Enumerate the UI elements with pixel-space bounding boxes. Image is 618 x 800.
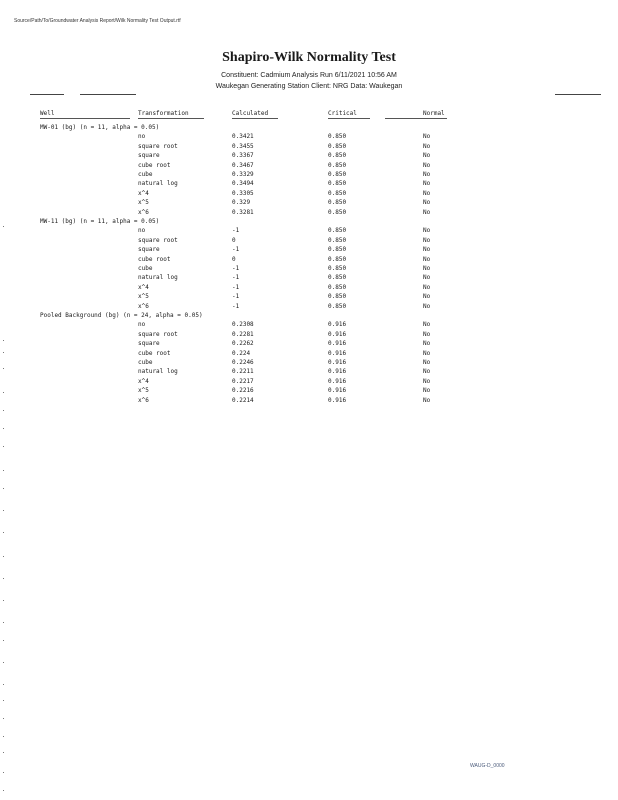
cell-transformation: natural log bbox=[138, 368, 178, 376]
cell-critical: 0.850 bbox=[328, 142, 347, 150]
cell-critical: 0.916 bbox=[328, 330, 347, 338]
cell-calculated: 0.2281 bbox=[232, 330, 254, 338]
column-header-calculated: Calculated bbox=[232, 110, 269, 117]
cell-transformation: x^4 bbox=[138, 283, 149, 291]
scan-dot bbox=[3, 556, 4, 557]
cell-normal: No bbox=[423, 171, 431, 178]
cell-normal: No bbox=[423, 368, 431, 376]
cell-normal: No bbox=[423, 396, 431, 404]
cell-transformation: x^6 bbox=[138, 302, 149, 310]
scan-dot bbox=[3, 510, 4, 511]
cell-calculated: 0.3467 bbox=[232, 161, 254, 169]
cell-transformation: x^4 bbox=[138, 189, 149, 197]
header-underline-well bbox=[40, 118, 130, 119]
cell-critical: 0.850 bbox=[328, 236, 347, 244]
group-label: Pooled Background (bg) (n = 24, alpha = 0.05) bbox=[40, 312, 203, 319]
column-header-normal: Normal bbox=[423, 110, 445, 117]
cell-normal: No bbox=[423, 359, 431, 366]
cell-normal: No bbox=[423, 283, 431, 291]
group-label: MW-11 (bg) (n = 11, alpha = 0.05) bbox=[40, 218, 160, 225]
column-header-well: Well bbox=[40, 110, 55, 117]
cell-normal: No bbox=[423, 387, 431, 395]
cell-calculated: 0.3494 bbox=[232, 180, 254, 188]
cell-transformation: no bbox=[138, 321, 146, 329]
cell-transformation: cube bbox=[138, 171, 153, 178]
cell-critical: 0.850 bbox=[328, 152, 347, 160]
cell-critical: 0.850 bbox=[328, 227, 347, 235]
scan-dot bbox=[3, 410, 4, 411]
scan-dot bbox=[3, 772, 4, 773]
group-label: MW-01 (bg) (n = 11, alpha = 0.05) bbox=[40, 124, 160, 131]
cell-normal: No bbox=[423, 180, 431, 188]
cell-normal: No bbox=[423, 302, 431, 310]
cell-transformation: x^6 bbox=[138, 396, 149, 404]
scan-dot bbox=[3, 428, 4, 429]
cell-critical: 0.850 bbox=[328, 133, 347, 141]
cell-transformation: cube root bbox=[138, 349, 171, 357]
scan-dot bbox=[3, 622, 4, 623]
cell-transformation: square root bbox=[138, 236, 178, 244]
subtitle-site: Waukegan Generating Station Client: NRG Data: Waukegan bbox=[215, 83, 403, 90]
cell-transformation: x^4 bbox=[138, 377, 149, 385]
cell-transformation: square bbox=[138, 152, 160, 160]
cell-calculated: -1 bbox=[232, 246, 240, 254]
scan-dot bbox=[3, 718, 4, 719]
cell-transformation: cube bbox=[138, 359, 153, 366]
cell-transformation: square bbox=[138, 340, 160, 348]
cell-critical: 0.850 bbox=[328, 274, 347, 282]
cell-transformation: x^5 bbox=[138, 199, 149, 207]
bates-number: WAUG-D_0000 bbox=[470, 763, 505, 769]
page-title: Shapiro-Wilk Normality Test bbox=[222, 50, 396, 65]
cell-normal: No bbox=[423, 377, 431, 385]
cell-calculated: 0.224 bbox=[232, 349, 251, 357]
cell-critical: 0.916 bbox=[328, 387, 347, 395]
column-header-critical: Critical bbox=[328, 110, 357, 117]
cell-critical: 0.850 bbox=[328, 199, 347, 207]
scan-dot bbox=[3, 340, 4, 341]
cell-calculated: 0.2262 bbox=[232, 340, 254, 348]
cell-normal: No bbox=[423, 255, 431, 263]
cell-calculated: 0.2211 bbox=[232, 368, 254, 376]
cell-calculated: -1 bbox=[232, 283, 240, 291]
cell-transformation: square bbox=[138, 246, 160, 254]
cell-critical: 0.850 bbox=[328, 189, 347, 197]
cell-transformation: x^5 bbox=[138, 387, 149, 395]
cell-normal: No bbox=[423, 321, 431, 329]
scan-dot bbox=[3, 600, 4, 601]
scan-dot bbox=[3, 684, 4, 685]
scan-dot bbox=[3, 532, 4, 533]
cell-calculated: -1 bbox=[232, 302, 240, 310]
cell-transformation: x^5 bbox=[138, 293, 149, 301]
scan-dot bbox=[3, 752, 4, 753]
header-underline-critical bbox=[328, 118, 370, 119]
cell-normal: No bbox=[423, 293, 431, 301]
cell-normal: No bbox=[423, 208, 431, 216]
cell-calculated: 0.3281 bbox=[232, 208, 254, 216]
header-rule-mid-left bbox=[80, 94, 136, 95]
cell-normal: No bbox=[423, 227, 431, 235]
scan-dot bbox=[3, 446, 4, 447]
cell-calculated: 0 bbox=[232, 255, 236, 263]
cell-normal: No bbox=[423, 189, 431, 197]
cell-critical: 0.850 bbox=[328, 302, 347, 310]
cell-critical: 0.916 bbox=[328, 321, 347, 329]
cell-transformation: square root bbox=[138, 142, 178, 150]
cell-calculated: 0.2214 bbox=[232, 396, 254, 404]
cell-normal: No bbox=[423, 152, 431, 160]
cell-calculated: -1 bbox=[232, 227, 240, 235]
cell-transformation: natural log bbox=[138, 274, 178, 282]
cell-transformation: x^6 bbox=[138, 208, 149, 216]
cell-normal: No bbox=[423, 330, 431, 338]
header-underline-normal bbox=[385, 118, 447, 119]
cell-calculated: 0.2216 bbox=[232, 387, 254, 395]
cell-critical: 0.850 bbox=[328, 171, 347, 178]
cell-transformation: no bbox=[138, 133, 146, 141]
scan-dot bbox=[3, 488, 4, 489]
cell-calculated: 0.3421 bbox=[232, 133, 254, 141]
scan-dot bbox=[3, 368, 4, 369]
cell-normal: No bbox=[423, 246, 431, 254]
header-underline-transformation bbox=[138, 118, 204, 119]
cell-calculated: 0 bbox=[232, 236, 236, 244]
scan-dot bbox=[3, 352, 4, 353]
cell-critical: 0.916 bbox=[328, 396, 347, 404]
cell-calculated: 0.2308 bbox=[232, 321, 254, 329]
cell-critical: 0.850 bbox=[328, 161, 347, 169]
cell-normal: No bbox=[423, 161, 431, 169]
cell-calculated: -1 bbox=[232, 293, 240, 301]
cell-normal: No bbox=[423, 142, 431, 150]
header-rule-left bbox=[30, 94, 64, 95]
scan-dot bbox=[3, 790, 4, 791]
scan-dot bbox=[3, 700, 4, 701]
cell-normal: No bbox=[423, 133, 431, 141]
cell-critical: 0.850 bbox=[328, 208, 347, 216]
cell-calculated: -1 bbox=[232, 265, 240, 272]
cell-transformation: natural log bbox=[138, 180, 178, 188]
cell-normal: No bbox=[423, 274, 431, 282]
cell-calculated: 0.3367 bbox=[232, 152, 254, 160]
cell-transformation: cube bbox=[138, 265, 153, 272]
scan-dot bbox=[3, 578, 4, 579]
cell-calculated: 0.3455 bbox=[232, 142, 254, 150]
scan-dot bbox=[3, 640, 4, 641]
column-header-transformation: Transformation bbox=[138, 110, 189, 117]
cell-critical: 0.916 bbox=[328, 359, 347, 366]
cell-critical: 0.916 bbox=[328, 368, 347, 376]
cell-calculated: 0.2217 bbox=[232, 377, 254, 385]
cell-critical: 0.850 bbox=[328, 265, 347, 272]
scan-dot bbox=[3, 392, 4, 393]
cell-normal: No bbox=[423, 265, 431, 272]
cell-calculated: 0.3305 bbox=[232, 189, 254, 197]
cell-transformation: no bbox=[138, 227, 146, 235]
cell-normal: No bbox=[423, 236, 431, 244]
cell-critical: 0.916 bbox=[328, 340, 347, 348]
cell-transformation: cube root bbox=[138, 255, 171, 263]
cell-calculated: 0.2246 bbox=[232, 359, 254, 366]
cell-normal: No bbox=[423, 199, 431, 207]
cell-normal: No bbox=[423, 340, 431, 348]
cell-critical: 0.916 bbox=[328, 377, 347, 385]
cell-calculated: -1 bbox=[232, 274, 240, 282]
cell-critical: 0.850 bbox=[328, 246, 347, 254]
cell-critical: 0.850 bbox=[328, 283, 347, 291]
cell-critical: 0.850 bbox=[328, 180, 347, 188]
header-file-path: Source/Path/To/Groundwater Analysis Report/Wilk Normality Test Output.rtf bbox=[14, 18, 181, 24]
cell-calculated: 0.329 bbox=[232, 199, 251, 207]
header-underline-calculated bbox=[232, 118, 278, 119]
scan-dot bbox=[3, 226, 4, 227]
cell-transformation: square root bbox=[138, 330, 178, 338]
scan-dot bbox=[3, 470, 4, 471]
scan-dot bbox=[3, 662, 4, 663]
cell-normal: No bbox=[423, 349, 431, 357]
cell-calculated: 0.3329 bbox=[232, 171, 254, 178]
cell-critical: 0.850 bbox=[328, 293, 347, 301]
cell-critical: 0.916 bbox=[328, 349, 347, 357]
cell-critical: 0.850 bbox=[328, 255, 347, 263]
subtitle-analysis: Constituent: Cadmium Analysis Run 6/11/2021 10:56 AM bbox=[221, 72, 397, 79]
header-rule-right bbox=[555, 94, 601, 95]
scan-dot bbox=[3, 736, 4, 737]
cell-transformation: cube root bbox=[138, 161, 171, 169]
